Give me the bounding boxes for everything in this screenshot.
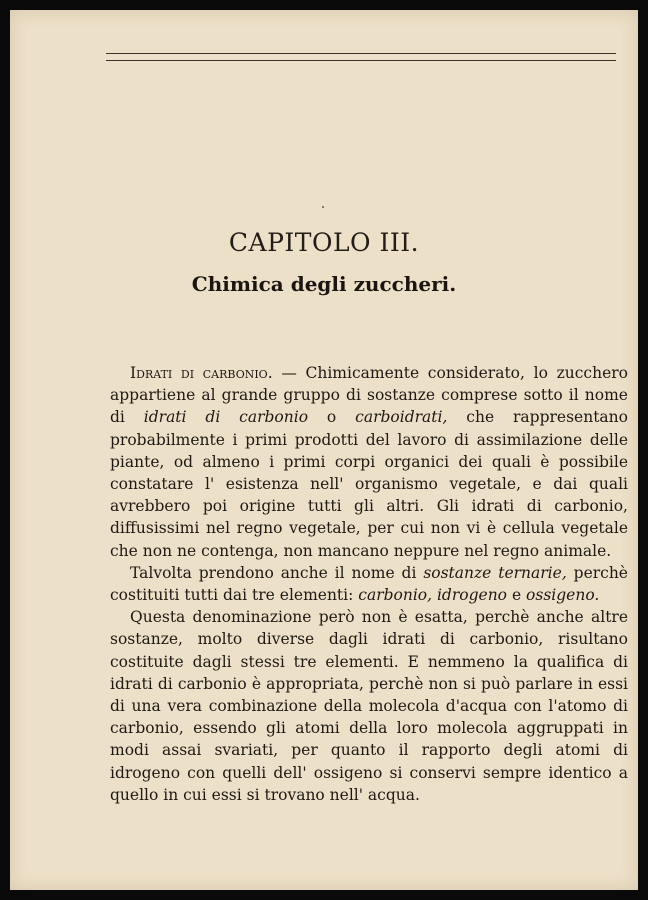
book-page	[10, 10, 638, 890]
p2-text-1: Talvolta prendono anche il nome di	[130, 563, 424, 582]
p2-emphasis-1: sostanze ternarie,	[423, 563, 567, 582]
p1-text-2: o	[308, 408, 356, 427]
paragraph-2	[110, 562, 628, 606]
chapter-title: CAPITOLO III.	[228, 228, 420, 257]
p2-emphasis-2: carbonio, idrogeno	[358, 586, 508, 605]
p1-text-3: che rappresentano probabilmente i primi prodotti del lavoro di assimilazione delle piante, od almeno i primi corpi organici dei quali è possibile constatare l' esistenza nell' organismo vegetale, e dai quali avrebbero poi origine tutti gli altri. Gli idrati di carbonio, diffusissimi nel regno vegetale, per cui non vi è cellula vegetale che non ne contenga, non mancano neppure nel regno animale.	[110, 408, 628, 560]
p2-emphasis-3: ossigeno.	[526, 586, 600, 605]
chapter-subtitle: Chimica degli zuccheri.	[191, 272, 457, 296]
p2-text-3: e	[507, 586, 527, 605]
body-text	[110, 362, 628, 806]
p1-text-1: — Chimicamente considerato, lo zucchero appartiene al grande gruppo di sostanze comprese sotto il nome di	[110, 364, 628, 427]
section-lead: Idrati di carbonio.	[130, 364, 273, 382]
p2-text-2: perchè costituiti tutti dai tre elementi:	[110, 563, 628, 605]
header-rule-top	[106, 53, 616, 54]
paragraph-3	[110, 606, 628, 806]
ink-speck	[322, 206, 324, 208]
header-rule-bottom	[106, 60, 616, 61]
paragraph-1	[110, 362, 628, 562]
p1-emphasis-1: idrati di carbonio	[143, 408, 309, 427]
p3-text-1: Questa denominazione però non è esatta, perchè anche altre sostanze, molto diverse dagli idrati di carbonio, risultano costituite dagli stessi tre elementi. E nemmeno la qualifica di idrati di carbonio è appropriata, perchè non si può parlare in essi di una vera combinazione della molecola d'acqua con l'atomo di carbonio, essendo gli atomi della loro molecola aggruppati in modi assai svariati, per quanto il rapporto degli atomi di idrogeno con quelli dell' ossigeno si conservi sempre identico a quello in cui essi si trovano nell' acqua.	[110, 608, 628, 804]
p1-emphasis-2: carboidrati,	[355, 408, 448, 427]
